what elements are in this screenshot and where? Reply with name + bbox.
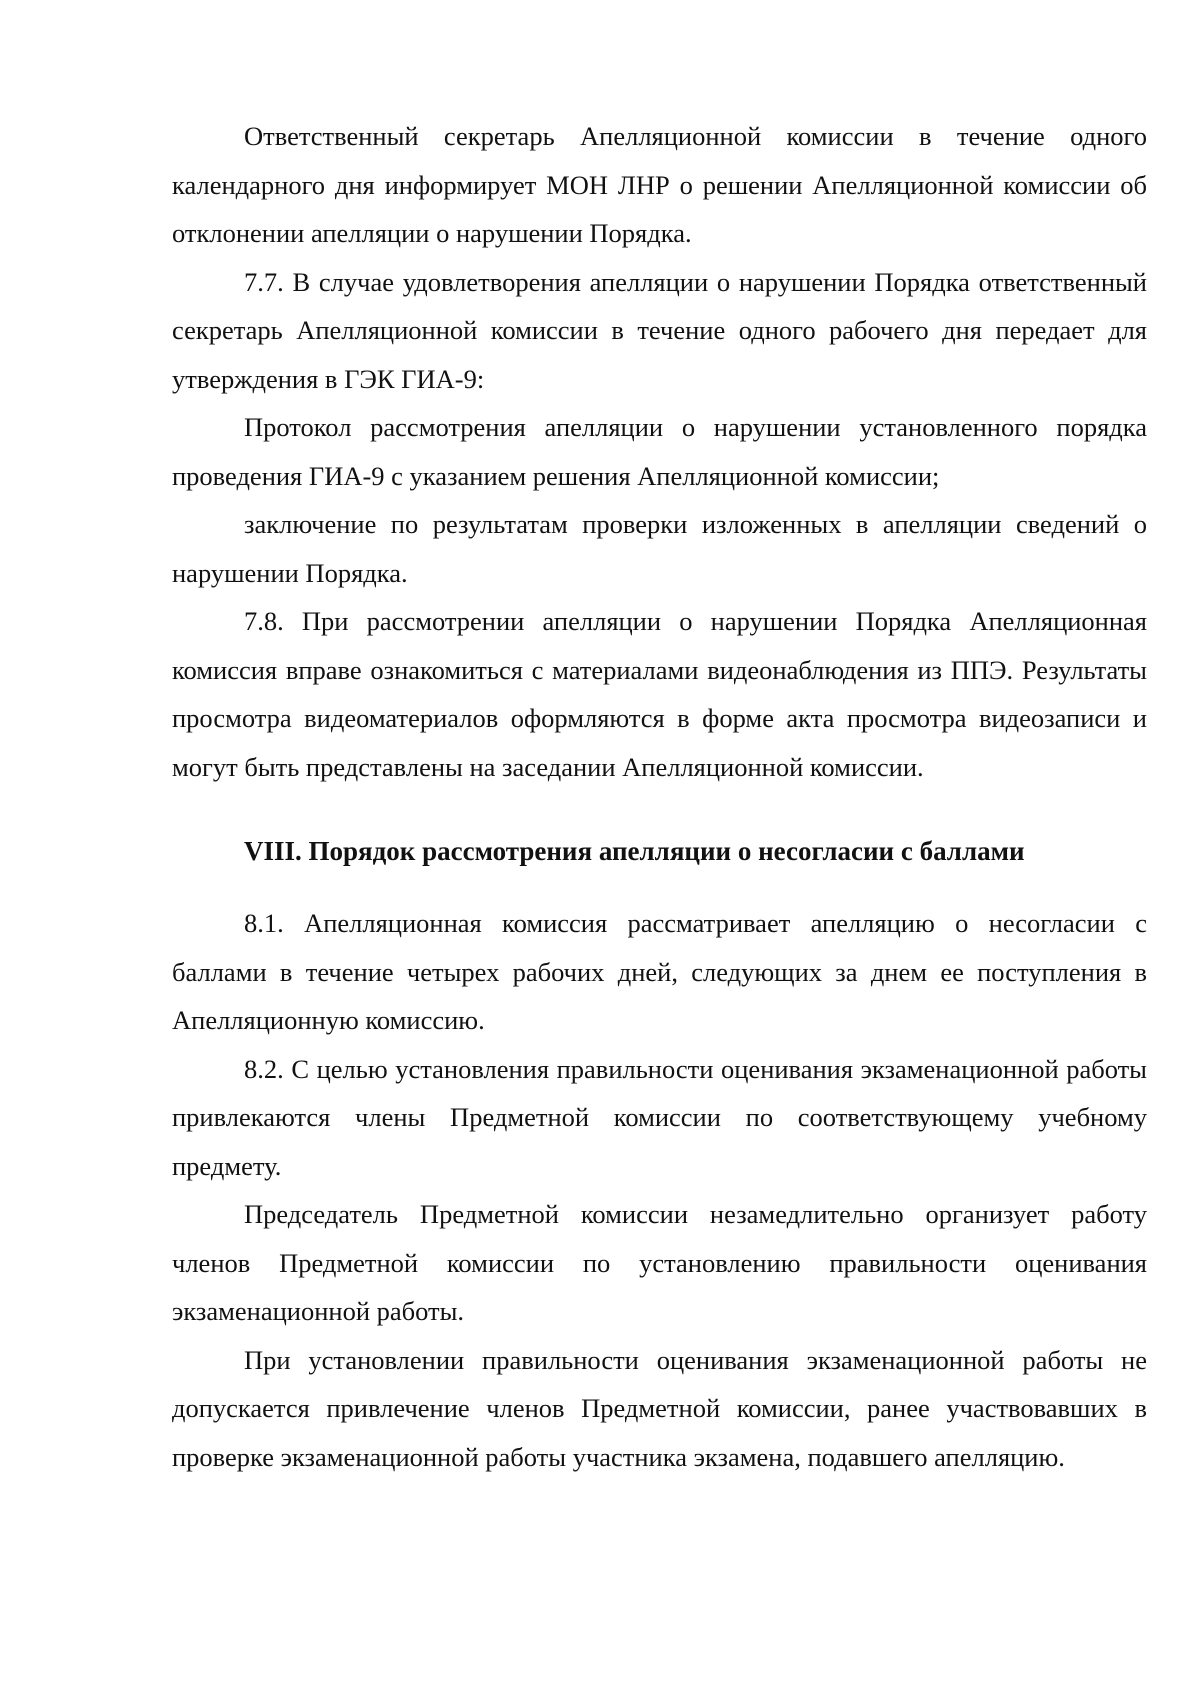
paragraph-chairman: Председатель Предметной комиссии незамедлительно организует работу членов Предметной комиссии по установлению правильности оценивания экзаменационной работы. xyxy=(172,1199,1147,1326)
paragraph-conclusion: заключение по результатам проверки изложенных в апелляции сведений о нарушении Порядка. xyxy=(172,509,1147,588)
paragraph-secretary-informs: Ответственный секретарь Апелляционной комиссии в течение одного календарного дня информирует МОН ЛНР о решении Апелляционной комиссии об отклонении апелляции о нарушении Порядка. xyxy=(172,121,1147,248)
paragraph-8-1: 8.1. Апелляционная комиссия рассматривает апелляцию о несогласии с баллами в течение четырех рабочих дней, следующих за днем ее поступления в Апелляционную комиссию. xyxy=(172,908,1147,1035)
paragraph-8-2: 8.2. С целью установления правильности оценивания экзаменационной работы привлекаются члены Предметной комиссии по соответствующему учебному предмету. xyxy=(172,1053,1147,1181)
section-heading-viii: VIII. Порядок рассмотрения апелляции о несогласии с баллами xyxy=(244,836,1025,866)
paragraph-7-8: 7.8. При рассмотрении апелляции о нарушении Порядка Апелляционная комиссия вправе ознакомиться с материалами видеонаблюдения из ППЭ. Результаты просмотра видеоматериалов оформляются в форме акта просмотра видеозаписи и могут быть представлены на заседании Апелляционной комиссии. xyxy=(172,606,1147,782)
paragraph-not-allowed: При установлении правильности оценивания экзаменационной работы не допускается привлечение членов Предметной комиссии, ранее участвовавших в проверке экзаменационной работы участника экзамена, подавшего апелляцию. xyxy=(172,1344,1147,1472)
document-body xyxy=(172,112,1147,1481)
paragraph-protocol: Протокол рассмотрения апелляции о нарушении установленного порядка проведения ГИА-9 с указанием решения Апелляционной комиссии; xyxy=(172,412,1147,491)
paragraph-7-7: 7.7. В случае удовлетворения апелляции о нарушении Порядка ответственный секретарь Апелляционной комиссии в течение одного рабочего дня передает для утверждения в ГЭК ГИА-9: xyxy=(172,266,1147,394)
